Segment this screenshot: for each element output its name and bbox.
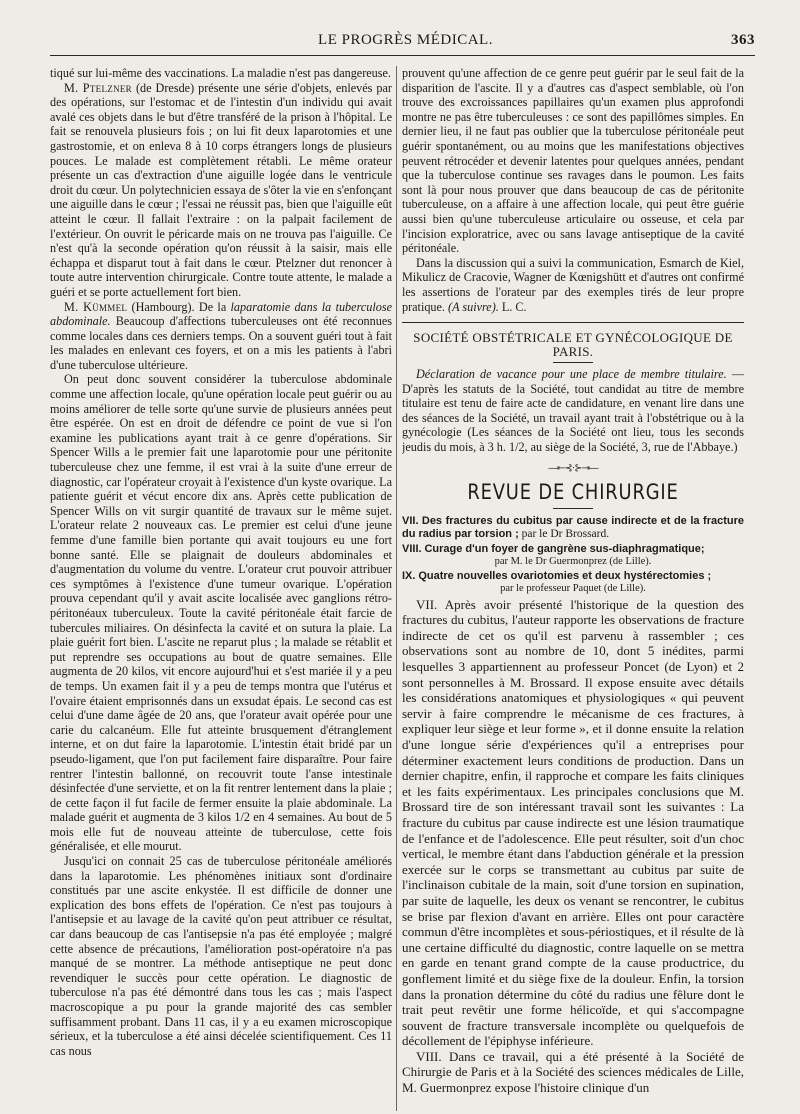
ornament-divider: —⇤⊰⋅⊱⇥— (548, 462, 598, 474)
left-column (50, 66, 392, 1111)
column-divider (396, 66, 397, 1111)
section-heading-society: SOCIÉTÉ OBSTÉTRICALE ET GYNÉCOLOGIQUE DE PARIS. (402, 322, 744, 359)
paragraph: VIII. Dans ce travail, qui a été présenté à la Société de Chirurgie de Paris et à la Société des sciences médicales de Lille, M. Guermonprez expose l'histoire clinique d'un (402, 1048, 744, 1096)
paragraph: prouvent qu'une affection de ce genre peut guérir par le seul fait de la disparition de l'ascite. Il y a d'autres cas d'aspect semblable, où l'on trouve des excroissances papillaires qu'un examen plus approfondi montre ne pas être tuberculeuses : ce sont des papillômes simples. En dernier lieu, il ne faut pas oublier que la tuberculose péritonéale peut guérir spontanément, ou au moins que les manifestations objectives peuvent rétrocéder et devenir latentes pour quelques années, pendant que la tuberculose continue ses ravages dans le poumon. Les faits sont là pour nous prouver que dans beaucoup de cas de péritonite tuberculeuse, on a affaire à une affection locale, qui peut être guérie aussi bien qu'une tuberculeuse articulaire ou osseuse, et cela par l'incision exploratrice, avec ou sans lavage antiseptique de la cavité péritonéale. (402, 66, 744, 256)
paragraph-ptelzner: M. Ptelzner (de Dresde) présente une série d'objets, enlevés par des opérations, sur l'estomac et de l'intestin d'un individu qui avait avalé ces objets dans le but d'être transféré de la prison à l'hôpital. Le fait se renouvela plusieurs fois ; on lui fit deux laparotomies et une gastrostomie, et on enleva 8 à 10 corps étrangers longs de plusieurs pouces. Le malade est complètement rétabli. Le même orateur présente un cas d'extraction d'une aiguille logée dans le ventricule droit du cœur. Un polytechnicien essaya de s'ôter la vie en s'enfonçant une aiguille dans le cœur ; l'essai ne réussit pas, bien que l'aiguille eût atteint le cœur. Il fallait l'extraire : on la palpait facilement de l'extérieur. On ouvrit le péricarde mais on ne trouva pas l'aiguille. Ce n'est qu'à la seconde opération qu'on réussit à la saisir, mais elle échappa et disparut tout à fait dans le cœur. Ptelzner dut renoncer à toute autre intervention chirurgicale. Contre toute attente, le malade a guéri et se porte actuellement fort bien. (50, 80, 392, 299)
section-heading-revue: REVUE DE CHIRURGIE (467, 479, 679, 504)
author-name: M. Ptelzner (64, 80, 132, 95)
paragraph: Jusqu'ici on connait 25 cas de tuberculose péritonéale améliorés dans la laparotomie. Les phénomènes initiaux sont d'ordinaire constitués par une ascite enkystée. Il est difficile de donner une explication des bons effets de l'opération. Ce n'est pas toujours à l'antisepsie et au lavage de la cavité qu'on peut attribuer ce résultat, car dans beaucoup de cas l'antisepsie n'a pas été employée ; malgré cette absence de précautions, l'amélioration post-opératoire n'a pas manqué de se montrer. La méthode antiseptique ne peut donc revendiquer le succès pour cette opération. Le diagnostic de tuberculose n'a pas été démontré dans tous les cas ; mais l'aspect macroscopique a pu pour la grande majorité des cas sembler suffisamment probant. Dans 11 cas, il y a eu examen microscopique sérieux, et la tuberculose a été ainsi décelée scientifiquement. Ces 11 cas nous (50, 854, 392, 1058)
article-entry: IX. Quatre nouvelles ovariotomies et deux hystérectomies ; par le professeur Paquet (de Lille). (402, 569, 712, 594)
journal-page (50, 32, 755, 1111)
society-notice: Déclaration de vacance pour une place de membre titulaire. — D'après les statuts de la Société, tout candidat au titre de membre titulaire est tenu de faire acte de candidature, en venant lire dans une des séances de la Société, un travail ayant trait à l'obstétrique ou à la gynécologie (Les séances de la Société ont lieu, tous les seconds jeudis du mois, à 3 h. 1/2, au siège de la Société, 3, rue de l'Abbaye.) (402, 367, 744, 455)
article-list (402, 515, 744, 595)
divider (553, 508, 593, 509)
paragraph-kummel: M. Kümmel (Hambourg). De la laparatomie dans la tuberculose abdominale. Beaucoup d'affections tuberculeuses ont été reconnues comme locales dans ces derniers temps. On a souvent guéri tout à fait les malades en enlevant ces foyers, et on a mis les patients à l'abri d'une tuberculose ultérieure. (50, 299, 392, 372)
article-entry: VIII. Curage d'un foyer de gangrène sus-diaphragmatique; par M. le Dr Guermonprez (de Lille). (402, 542, 705, 567)
author-name: M. Kümmel (64, 299, 128, 314)
divider (553, 362, 593, 363)
running-head (50, 32, 755, 56)
page-number: 363 (731, 32, 755, 48)
signature: L. C. (498, 299, 527, 314)
article-title: laparatomie dans la tuberculose abdominale. (50, 299, 392, 329)
journal-title: LE PROGRÈS MÉDICAL. (318, 32, 493, 48)
paragraph: VII. Après avoir présenté l'historique de la question des fractures du cubitus, l'auteur rapporte les observations de fracture indirecte de cet os qu'il est parvenu à rassembler ; ces observations sont au nombre de 10, dont 5 inédites, parmi lesquelles 3 appartiennent au professeur Poncet (de Lyon) et 2 sont personnelles à M. Brossard. Il expose ensuite avec détails les considérations anatomiques et physiologiques « qui peuvent servir à faire comprendre le mécanisme de ces fractures, à expliquer leur siège et leur forme », et il donne ensuite la relation d'une longue série d'expériences qu'il a entreprises pour déterminer exactement leurs conditions de production. Dans un dernier chapitre, enfin, il rapproche et compare les faits cliniques et les faits expérimentaux. Les principales conclusions que M. Brossard tire de son intéressant travail sont les suivantes : La fracture du cubitus par cause indirecte est une lésion traumatique de l'enfance et de l'adolescence. Elle peut résulter, soit d'un choc vertical, le membre étant dans l'abduction générale et la pression exercée sur le corps se transmettant au cubitus par suite de l'inclinaison cubitale de la main, soit d'une torsion en supination, par suite de laquelle, les deux os venant se rencontrer, le cubitus se brise par flexion d'avant en arrière. Elles ont pour caractère commun d'être incomplètes et sous-périostiques, et il résulte de là une certaine difficulté du diagnostic, contre laquelle on se mettra en garde en tenant grand compte de la cause productrice, du gonflement limité et du siège fixe de la douleur. Enfin, la torsion dans la pronation détermine du côté du radius une fêlure dont le trait peut revêtir une forme hélicoïde, et qui s'accompagne souvent de fracture transversale incomplète ou quelquefois de décollement de l'épiphyse inférieure. (402, 596, 744, 1049)
article-entry: VII. Des fractures du cubitus par cause indirecte et de la fracture du radius par torsion ; par le Dr Brossard. (402, 514, 744, 540)
paragraph: Dans la discussion qui a suivi la communication, Esmarch de Kiel, Mikulicz de Cracovie, Wagner de Kœnigshütt et d'autres ont confirmé les assertions de l'orateur par des exemples tirés de leur propre pratique. (A suivre). L. C. (402, 255, 744, 314)
revue-body (402, 597, 744, 1096)
paragraph: On peut donc souvent considérer la tuberculose abdominale comme une affection locale, qu'une opération locale peut guérir ou au moins améliorer de telle sorte qu'une survie de plusieurs années peut être espérée. On est en droit de défendre ce point de vue si l'on examine les publications ayant trait à ce genre d'opérations. Sir Spencer Wills a le premier fait une laparotomie pour une péritonite tuberculeuse chez une femme, il est vrai à la suite d'une erreur de diagnostic, car l'opérateur croyait à l'existence d'un kyste ovarique. La patiente guérit et vécut encore dix ans. Après cette publication de Spencer Wills on vit surgir quantité de travaux sur le même sujet. L'orateur relate 2 nouveaux cas. Le premier est celui d'une jeune femme d'une famille bien portante qui avait toujours eu une fort bonne santé. Elle se plaignait de douleurs abdominales et d'augmentation du volume du ventre. L'orateur crut pouvoir attribuer ces symptômes à l'existence d'une tumeur ovarique. L'opération prouva cependant qu'il y avait ascite localisée avec ganglions rétro-péritonéaux tuberculeux. Toute la cavité péritonéale était farcie de tubercules miliaires. On désinfecta la cavité et on sutura la plaie. La plaie guérit fort bien. L'ascite ne reparut plus ; la malade se rétablit et put reprendre ses occupations au bout de quatre semaines. Elle augmenta de 20 kilos, vit encore aujourd'hui et s'est mariée il y a peu de temps. Un examen fait il y a peu de temps montra que l'utérus et l'ovaire étaient emprisonnés dans un exsudat épais. Le second cas est celui d'une dame âgée de 20 ans, que l'orateur avait opérée pour une carie du calcanéum. Elle fut atteinte brusquement d'étranglement interne, et on dut faire la laparotomie. L'intestin était bridé par un pseudo-ligament, que l'on put facilement faire disparaître. Pour faire rentrer l'intestin ballonné, on recouvrit toute l'anse intestinale désinfectée d'une serviette, et on la fit rentrer lentement dans la plaie ; de cette façon il fut facile de fermer ensuite la plaie abdominale. La malade guérit et augmenta de 3 kilos 1/2 en 4 semaines. Au bout de 5 mois elle fut de nouveau atteinte de tuberculose, cette fois généralisée, et elle mourut. (50, 372, 392, 854)
two-column-body (50, 66, 755, 1111)
right-column (402, 66, 744, 1111)
paragraph: tiqué sur lui-même des vaccinations. La maladie n'est pas dangereuse. (50, 66, 391, 80)
